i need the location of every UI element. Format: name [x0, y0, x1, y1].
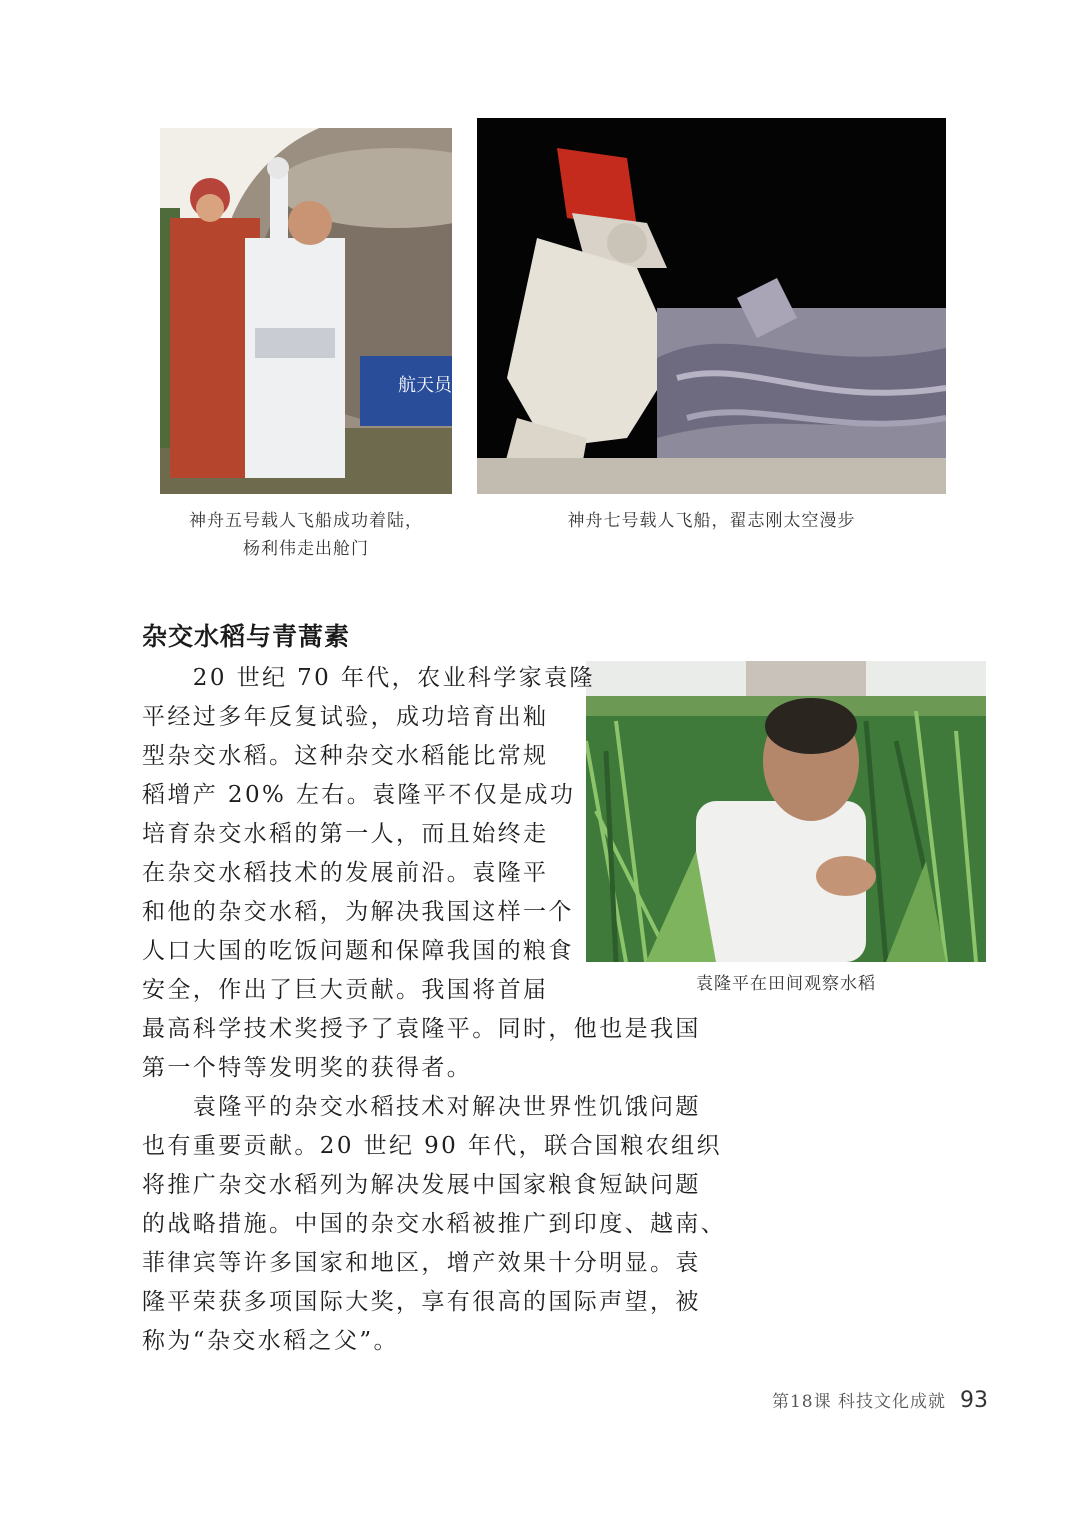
svg-text:航天员: 航天员 [398, 375, 452, 396]
paragraph-1-line-5: 培育杂交水稻的第一人，而且始终走 [142, 821, 549, 847]
photo-shenzhou5-landing [160, 128, 452, 494]
caption-spacewalk-line-1: 神舟七号载人飞船，翟志刚太空漫步 [567, 511, 856, 531]
caption-landing-line-1: 神舟五号载人飞船成功着陆， [189, 511, 423, 531]
spacewalk-illustration [477, 118, 946, 494]
paragraph-2-line-7: 称为“杂交水稻之父”。 [142, 1328, 399, 1354]
paragraph-2 [142, 1088, 727, 1363]
sign-label [398, 375, 452, 396]
paragraph-1-line-7: 和他的杂交水稻，为解决我国这样一个 [142, 899, 574, 925]
paragraph-2-line-4: 的战略措施。中国的杂交水稻被推广到印度、越南、 [142, 1211, 727, 1237]
paragraph-1-line-10: 最高科学技术奖授予了袁隆平。同时，他也是我国 [142, 1016, 701, 1042]
paragraph-2-line-6: 隆平荣获多项国际大奖，享有很高的国际声望，被 [142, 1289, 701, 1315]
caption-landing-line-2: 杨利伟走出舱门 [243, 539, 369, 559]
page-footer [772, 1387, 988, 1413]
paragraph-1-line-1: 20 世纪 70 年代，农业科学家袁隆 [142, 665, 595, 691]
paragraph-2-line-2: 也有重要贡献。20 世纪 90 年代，联合国粮农组织 [142, 1133, 722, 1159]
paragraph-2-line-3: 将推广杂交水稻列为解决发展中国家粮食短缺问题 [142, 1172, 701, 1198]
paragraph-1-line-2: 平经过多年反复试验，成功培育出籼 [142, 704, 549, 730]
paragraph-2-line-1: 袁隆平的杂交水稻技术对解决世界性饥饿问题 [142, 1094, 701, 1120]
paragraph-1-line-9: 安全，作出了巨大贡献。我国将首届 [142, 977, 549, 1003]
section-heading: 杂交水稻与青蒿素 [142, 622, 351, 651]
paragraph-1-line-11: 第一个特等发明奖的获得者。 [142, 1055, 473, 1081]
paragraph-1 [142, 659, 702, 1089]
page-number: 93 [960, 1388, 988, 1413]
landing-illustration [160, 128, 452, 494]
paragraph-2-line-5: 菲律宾等许多国家和地区，增产效果十分明显。袁 [142, 1250, 701, 1276]
paragraph-1-line-8: 人口大国的吃饭问题和保障我国的粮食 [142, 938, 574, 964]
photo-shenzhou7-spacewalk [477, 118, 946, 494]
footer-lesson-title: 第18课 科技文化成就 [771, 1392, 946, 1412]
paragraph-1-line-4: 稻增产 20% 左右。袁隆平不仅是成功 [142, 782, 576, 808]
caption-rice-line-1: 袁隆平在田间观察水稻 [696, 974, 876, 994]
caption-landing [160, 507, 452, 563]
caption-spacewalk [477, 507, 946, 535]
paragraph-1-line-3: 型杂交水稻。这种杂交水稻能比常规 [142, 743, 549, 769]
paragraph-1-line-6: 在杂交水稻技术的发展前沿。袁隆平 [142, 860, 549, 886]
